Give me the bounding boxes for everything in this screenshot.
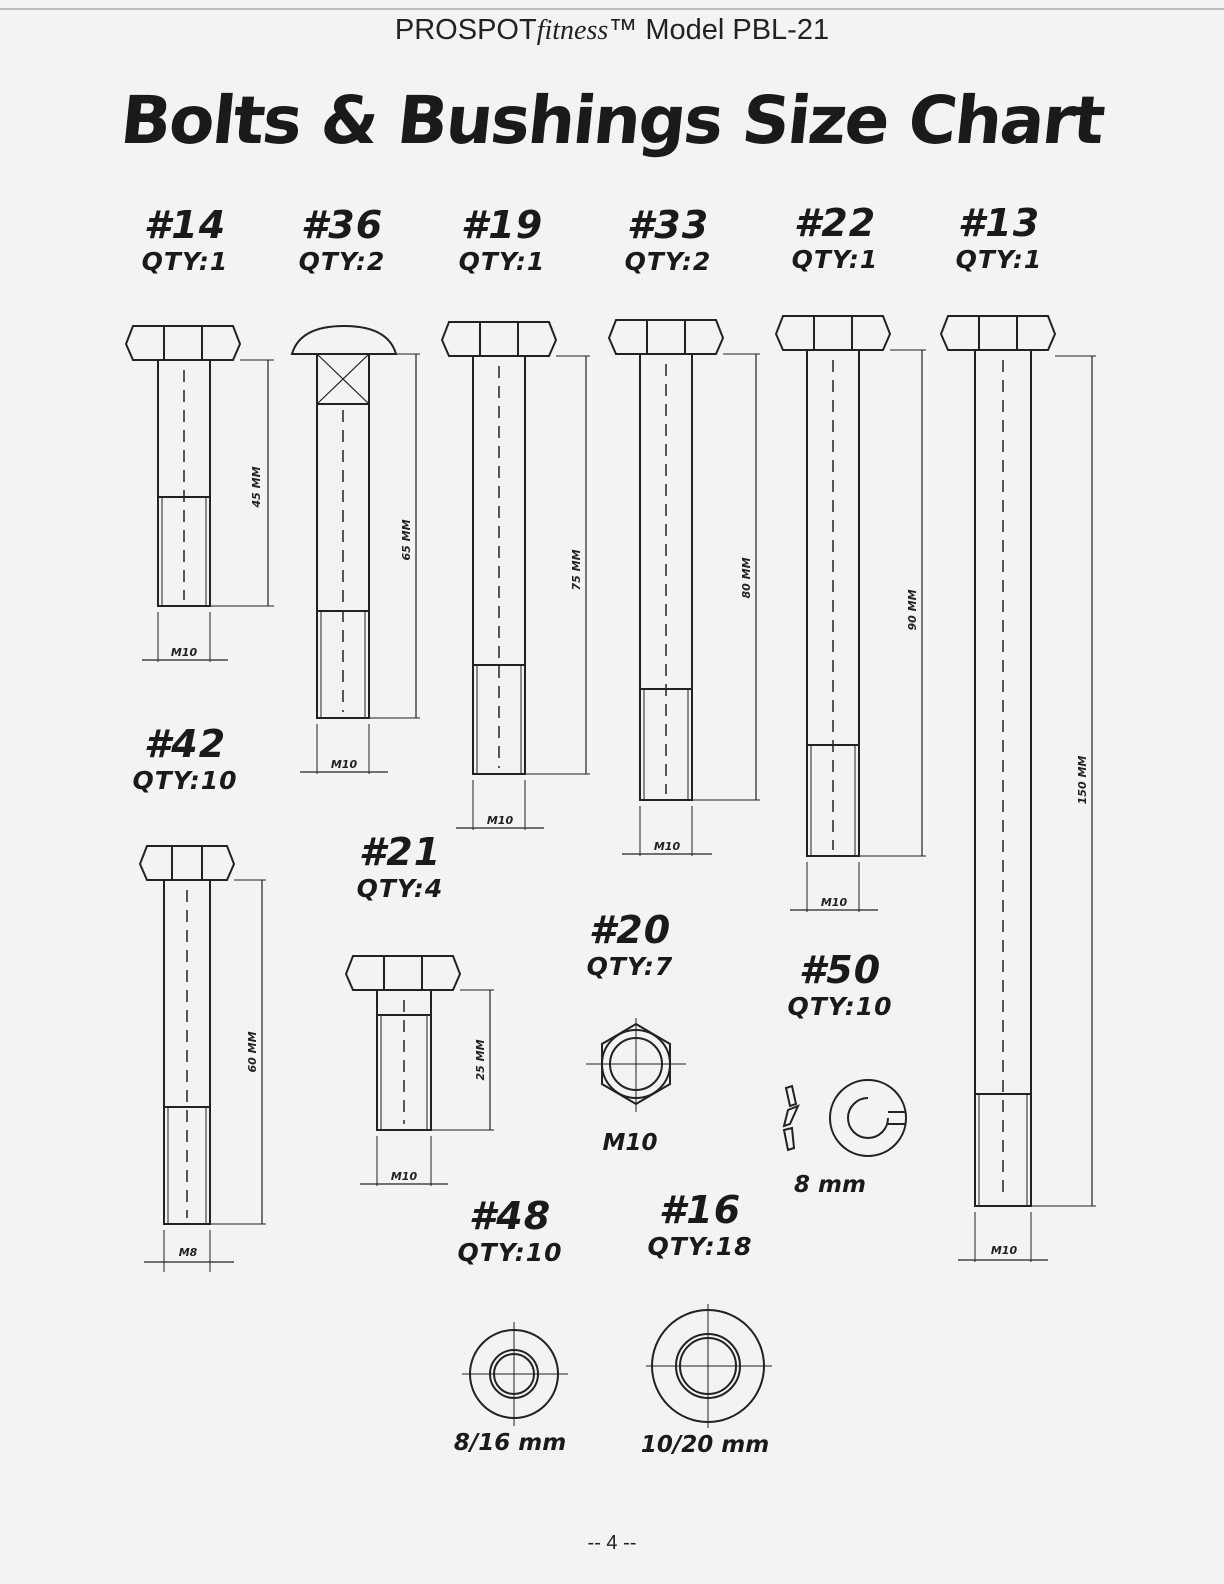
part-number: #20 [588, 908, 672, 952]
part-number: #21 [358, 830, 442, 874]
dim-33-length: 80 MM [740, 557, 753, 599]
part-qty: QTY:18 [647, 1232, 753, 1261]
dim-21-length: 25 MM [474, 1039, 487, 1081]
bolt-21-drawing [346, 956, 494, 1186]
part-number: #22 [793, 201, 877, 245]
part-number: #42 [143, 722, 227, 766]
dim-42-thread: M8 [178, 1246, 198, 1259]
dim-42-length: 60 MM [246, 1031, 259, 1073]
brand-italic: fitness [536, 15, 609, 46]
brand-name: PROSPOT [394, 14, 537, 46]
dim-21-thread: M10 [390, 1170, 418, 1183]
washer-48-drawing [462, 1322, 568, 1426]
washer-50-drawing [784, 1080, 906, 1156]
washer-16-drawing [646, 1304, 772, 1428]
part-48-size: 8/16 mm [453, 1430, 567, 1456]
bolt-19-drawing [442, 322, 590, 830]
dim-33-thread: M10 [653, 840, 681, 853]
part-qty: QTY:1 [458, 247, 546, 276]
dim-22-length: 90 MM [906, 589, 919, 631]
part-number: #16 [658, 1188, 742, 1232]
part-qty: QTY:4 [356, 874, 444, 903]
part-qty: QTY:1 [955, 245, 1043, 274]
dim-13-thread: M10 [990, 1244, 1018, 1257]
bolt-33-drawing [609, 320, 760, 856]
part-qty: QTY:10 [132, 766, 238, 795]
part-50-size: 8 mm [794, 1172, 866, 1198]
bolt-13-drawing [941, 316, 1096, 1262]
part-qty: QTY:1 [791, 245, 879, 274]
page-number: -- 4 -- [587, 1532, 637, 1554]
part-qty: QTY:10 [457, 1238, 563, 1267]
dim-19-length: 75 MM [570, 549, 583, 591]
dim-14-thread: M10 [170, 646, 198, 659]
part-20-size: M10 [602, 1130, 658, 1156]
dim-22-thread: M10 [820, 896, 848, 909]
part-number: #19 [460, 203, 544, 247]
part-qty: QTY:10 [787, 992, 893, 1021]
part-qty: QTY:1 [141, 247, 229, 276]
page-title: Bolts & Bushings Size Chart [117, 82, 1107, 159]
part-qty: QTY:2 [298, 247, 386, 276]
dim-36-length: 65 MM [400, 519, 413, 561]
part-number: #50 [798, 948, 882, 992]
dim-14-length: 45 MM [250, 466, 263, 508]
bolt-22-drawing [776, 316, 926, 912]
part-number: #48 [468, 1194, 552, 1238]
nut-20-drawing [586, 1018, 686, 1112]
dim-36-thread: M10 [330, 758, 358, 771]
part-number: #33 [626, 203, 710, 247]
part-number: #36 [300, 203, 384, 247]
model-name: ™ Model PBL-21 [608, 14, 830, 46]
dim-13-length: 150 MM [1076, 755, 1089, 805]
part-number: #13 [957, 201, 1041, 245]
part-16-size: 10/20 mm [640, 1432, 770, 1458]
part-number: #14 [143, 203, 227, 247]
part-qty: QTY:2 [624, 247, 712, 276]
part-qty: QTY:7 [586, 952, 674, 981]
dim-19-thread: M10 [486, 814, 514, 827]
